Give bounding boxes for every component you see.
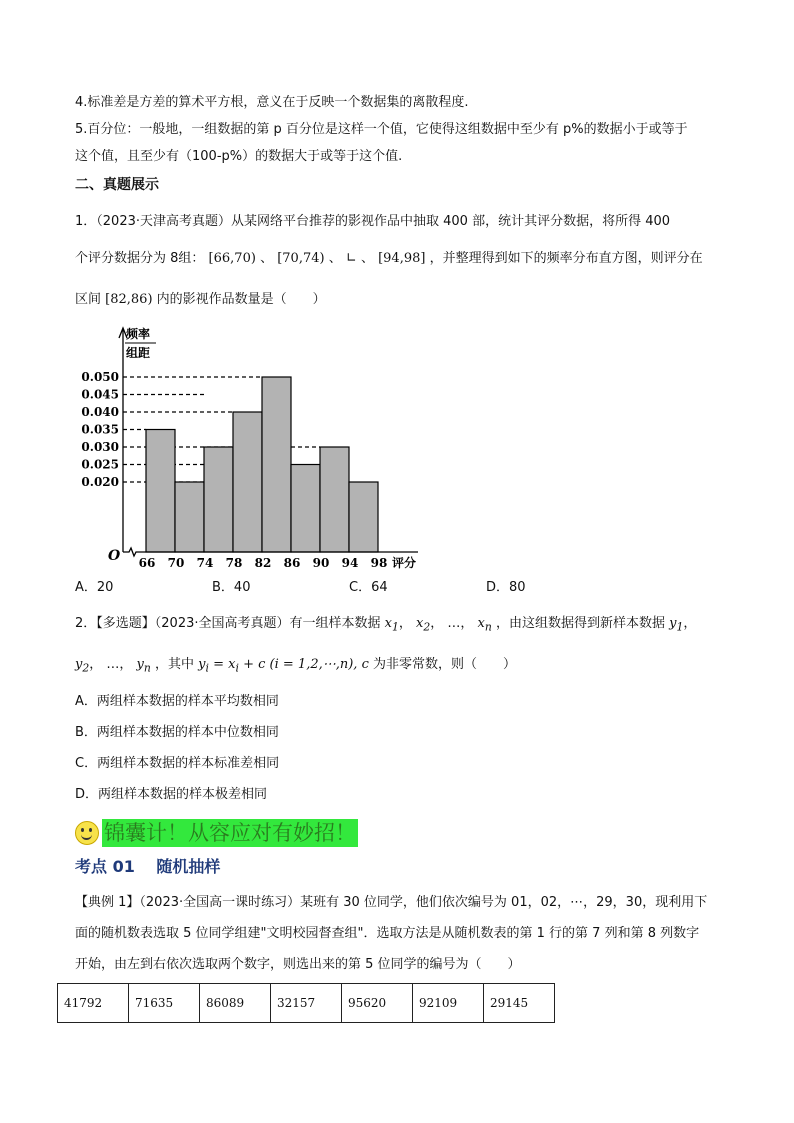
- q1-line1: 1．（2023·天津高考真题）从某网络平台推荐的影视作品中抽取 400 部，统计其评分数据，将所得 400: [75, 214, 671, 229]
- example-line2: 面的随机数表选取 5 位同学组建"文明校园督查组"．选取方法是从随机数表的第 1 行的第 7 列和第 8 列数字: [75, 926, 700, 941]
- y-tick-label: 0.050: [81, 370, 119, 384]
- x-tick-label: 94: [341, 556, 359, 570]
- y-tick-label: 0.045: [81, 387, 119, 402]
- example-line1: 【典例 1】（2023·全国高一课时练习）某班有 30 位同学，他们依次编号为 01，02，⋯，29，30，现利用下: [75, 895, 708, 910]
- ellipsis: …: [106, 657, 120, 672]
- q1-line3-text-b: 内的影视作品数量是（ ）: [156, 292, 326, 307]
- q2-line1-text-a: 2．【多选题】（2023·全国高考真题）有一组样本数据: [75, 616, 381, 631]
- smiley-icon: [75, 821, 99, 845]
- q2-option-a[interactable]: A．两组样本数据的样本平均数相同: [75, 694, 279, 709]
- note-item-4: 4.标准差是方差的算术平方根，意义在于反映一个数据集的离散程度.: [75, 95, 469, 110]
- histogram-bar: [175, 482, 204, 552]
- note-item-5-line2: 这个值，且至少有（100-p%）的数据大于或等于这个值.: [75, 149, 403, 164]
- y-axis-label-top: 频率: [126, 327, 151, 341]
- separator: 、: [260, 251, 274, 266]
- q1-option-a[interactable]: A．20: [75, 580, 114, 595]
- section-title: 二、真题展示: [75, 177, 159, 193]
- note-item-5-line1: 5.百分位：一般地，一组数据的第 p 百分位是这样一个值，它使得这组数据中至少有 p%的数据小于或等于: [75, 122, 688, 137]
- x-tick-label: 98: [370, 556, 388, 570]
- y-tick-label: 0.040: [81, 405, 119, 419]
- interval-second: [70,74): [277, 251, 325, 266]
- example-line3: 开始，由左到右依次选取两个数字，则选出来的第 5 位同学的编号为（ ）: [75, 957, 521, 972]
- topic-title: 考点 01 随机抽样: [75, 857, 221, 876]
- q1-line2: [75, 249, 703, 269]
- table-cell: 95620: [342, 984, 413, 1023]
- y-axis-label-bottom: 组距: [126, 346, 151, 360]
- var-yn: $y_n$: [136, 657, 151, 675]
- q2-option-d[interactable]: D．两组样本数据的样本极差相同: [75, 787, 268, 802]
- q2-line2: $y_2$， …， $y_n$ ，其中 $y_i = x_i + c$ (i = 1,2,⋯,n), c 为非零常数，则（ ）: [75, 657, 517, 675]
- y-tick-label: 0.025: [81, 457, 119, 472]
- histogram-bar: [291, 465, 320, 553]
- table-cell: 32157: [271, 984, 342, 1023]
- q1-line2-text-a: 个评分数据分为 8组：: [75, 251, 205, 266]
- banner-text: 锦囊计！从容应对有妙招！: [104, 821, 356, 845]
- x-tick-label: 70: [167, 556, 185, 570]
- var-x1: $x_1$: [384, 616, 399, 634]
- separator: 、: [360, 251, 374, 266]
- q1-option-b[interactable]: B．40: [212, 580, 251, 595]
- y-tick-label: 0.020: [81, 475, 119, 489]
- random-number-table: [57, 983, 555, 1023]
- q2-line2-text-b: 为非零常数，则（ ）: [373, 657, 517, 672]
- q1-line2-text-b: ，并整理得到如下的频率分布直方图，则评分在: [429, 251, 703, 266]
- table-cell: 41792: [58, 984, 129, 1023]
- tips-banner: [75, 818, 358, 848]
- table-row: [58, 984, 555, 1023]
- q1-line3-text-a: 区间: [75, 292, 102, 307]
- table-cell: 86089: [200, 984, 271, 1023]
- interval-target: [82,86): [105, 292, 153, 307]
- interval-first: [66,70): [208, 251, 256, 266]
- x-tick-label: 74: [196, 556, 214, 570]
- x-tick-label: 82: [254, 556, 272, 570]
- var-y1: $y_1$: [669, 616, 684, 634]
- formula: $y_i = x_i + c$ (i = 1,2,⋯,n), c: [198, 657, 369, 675]
- histogram-bar: [204, 447, 233, 552]
- var-x2: $x_2$: [416, 616, 431, 634]
- histogram-bar: [146, 430, 175, 553]
- histogram-bar: [320, 447, 349, 552]
- x-tick-label: 90: [312, 556, 330, 570]
- q2-line1-text-b: ，由这组数据得到新样本数据: [496, 616, 666, 631]
- q2-line1: 2．【多选题】（2023·全国高考真题）有一组样本数据 $x_1$， $x_2$， …， $x_n$ ，由这组数据得到新样本数据 $y_1$，: [75, 616, 697, 634]
- separator: 、: [328, 251, 342, 266]
- q1-option-c[interactable]: C．64: [349, 580, 388, 595]
- q1-line3: [75, 290, 326, 310]
- ellipsis: …: [447, 616, 461, 631]
- x-tick-label: 66: [138, 556, 156, 570]
- x-tick-label: 86: [283, 556, 301, 570]
- interval-last: [94,98]: [378, 251, 426, 266]
- q2-option-c[interactable]: C．两组样本数据的样本标准差相同: [75, 756, 280, 771]
- histogram-bar: [233, 412, 262, 552]
- ellipsis-symbol: ∟: [345, 251, 357, 266]
- frequency-histogram: [81, 320, 430, 575]
- q2-option-b[interactable]: B．两组样本数据的样本中位数相同: [75, 725, 279, 740]
- table-cell: 29145: [484, 984, 555, 1023]
- table-cell: 71635: [129, 984, 200, 1023]
- q2-line2-text-a: ，其中: [155, 657, 195, 672]
- histogram-bar: [262, 377, 291, 552]
- table-cell: 92109: [413, 984, 484, 1023]
- origin-label: O: [108, 548, 121, 564]
- histogram-bar: [349, 482, 378, 552]
- var-xn: $x_n$: [477, 616, 492, 634]
- y-tick-label: 0.035: [81, 422, 119, 437]
- var-y2: $y_2$: [75, 657, 90, 675]
- y-tick-label: 0.030: [81, 440, 119, 454]
- x-tick-label: 78: [225, 556, 243, 570]
- x-axis-label: 评分: [392, 556, 417, 570]
- q1-option-d[interactable]: D．80: [486, 580, 526, 595]
